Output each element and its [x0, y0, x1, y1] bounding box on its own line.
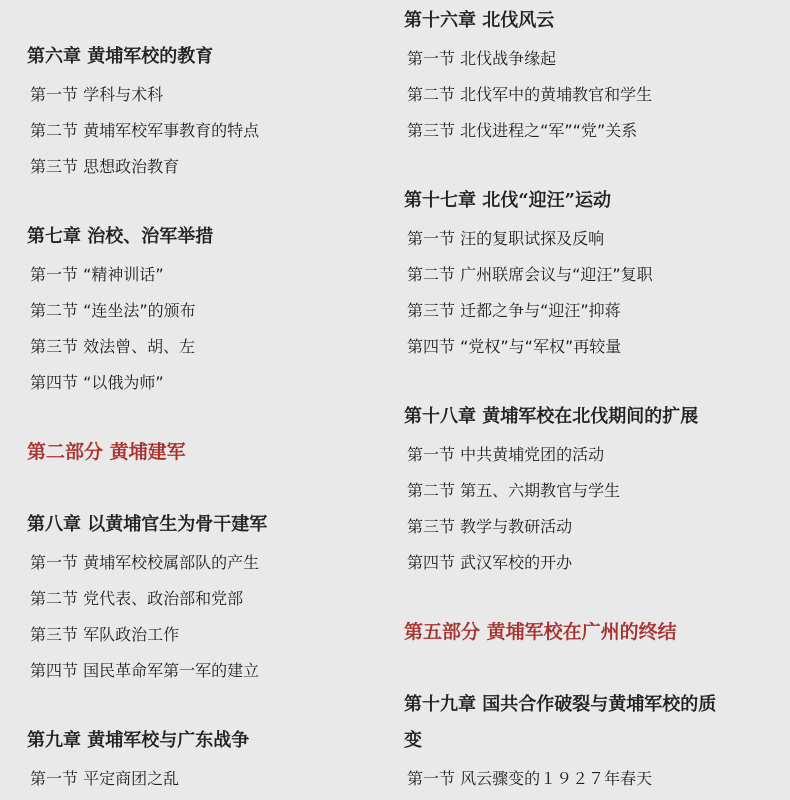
chapter-8-section-1: 第一节 黄埔军校校属部队的产生 — [30, 553, 260, 572]
chapter-16-section-1: 第一节 北伐战争缘起 — [407, 49, 557, 68]
chapter-9-section-1: 第一节 平定商团之乱 — [30, 769, 180, 788]
chapter-17-section-2: 第二节 广州联席会议与“迎汪”复职 — [407, 265, 653, 284]
chapter-8-section-4: 第四节 国民革命军第一军的建立 — [30, 661, 260, 680]
chapter-6-section-2: 第二节 黄埔军校军事教育的特点 — [30, 121, 260, 140]
part-2-heading: 第二部分 黄埔建军 — [27, 441, 186, 463]
chapter-6-section-1: 第一节 学科与术科 — [30, 85, 164, 104]
chapter-18-section-1: 第一节 中共黄埔党团的活动 — [407, 445, 605, 464]
chapter-6-title: 第六章 黄埔军校的教育 — [27, 46, 214, 67]
chapter-8-title: 第八章 以黄埔官生为骨干建军 — [27, 514, 268, 535]
chapter-16-title: 第十六章 北伐风云 — [404, 10, 555, 31]
chapter-9-title: 第九章 黄埔军校与广东战争 — [27, 730, 250, 751]
chapter-7-section-4: 第四节 “以俄为师” — [30, 373, 164, 392]
chapter-6-section-3: 第三节 思想政治教育 — [30, 157, 180, 176]
chapter-19-title-line-2: 变 — [404, 730, 422, 751]
chapter-18-section-4: 第四节 武汉军校的开办 — [407, 553, 573, 572]
chapter-7-section-2: 第二节 “连坐法”的颁布 — [30, 301, 196, 320]
chapter-8-section-3: 第三节 军队政治工作 — [30, 625, 180, 644]
chapter-17-section-1: 第一节 汪的复职试探及反响 — [407, 229, 605, 248]
chapter-18-section-2: 第二节 第五、六期教官与学生 — [407, 481, 621, 500]
chapter-19-title-line-1: 第十九章 国共合作破裂与黄埔军校的质 — [404, 694, 717, 715]
chapter-8-section-2: 第二节 党代表、政治部和党部 — [30, 589, 244, 608]
chapter-19-section-1: 第一节 风云骤变的１９２７年春天 — [407, 769, 653, 788]
chapter-17-title: 第十七章 北伐“迎汪”运动 — [404, 190, 611, 211]
chapter-16-section-3: 第三节 北伐进程之“军”“党”关系 — [407, 121, 638, 140]
chapter-7-section-3: 第三节 效法曾、胡、左 — [30, 337, 196, 356]
chapter-16-section-2: 第二节 北伐军中的黄埔教官和学生 — [407, 85, 653, 104]
chapter-18-title: 第十八章 黄埔军校在北伐期间的扩展 — [404, 406, 699, 427]
chapter-17-section-3: 第三节 迁都之争与“迎汪”抑蒋 — [407, 301, 621, 320]
chapter-7-title: 第七章 治校、治军举措 — [27, 226, 214, 247]
chapter-18-section-3: 第三节 教学与教研活动 — [407, 517, 573, 536]
chapter-7-section-1: 第一节 “精神训话” — [30, 265, 164, 284]
part-5-heading: 第五部分 黄埔军校在广州的终结 — [404, 621, 677, 643]
chapter-17-section-4: 第四节 “党权”与“军权”再较量 — [407, 337, 622, 356]
